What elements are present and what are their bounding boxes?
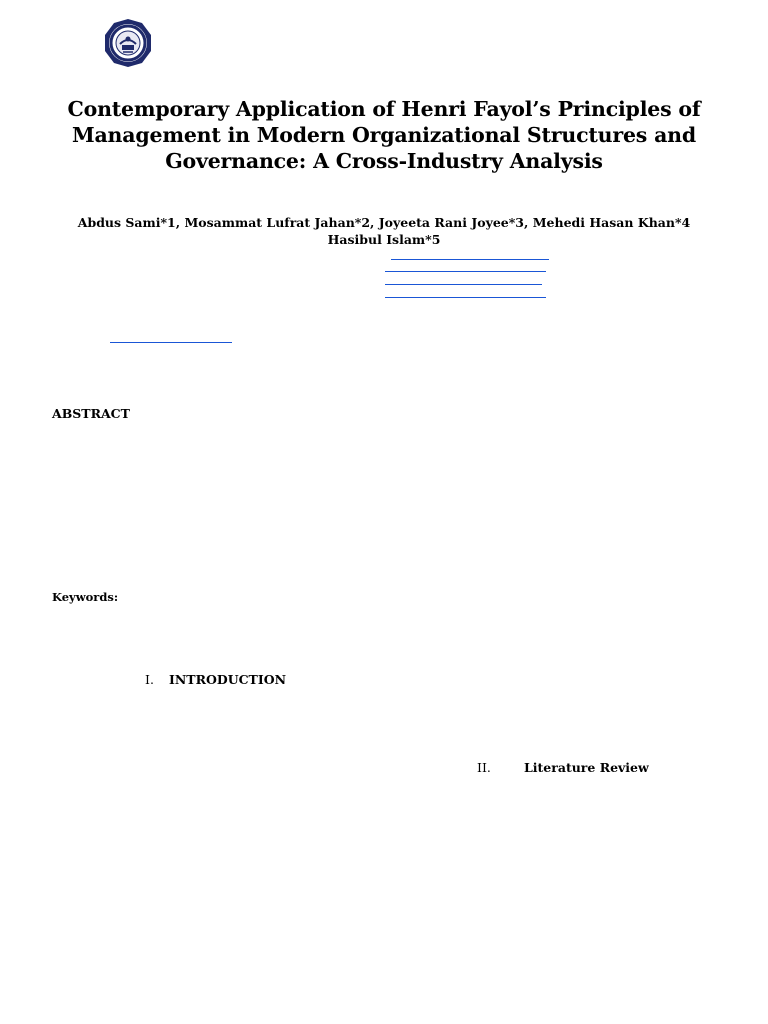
email-link[interactable] [385,271,546,272]
university-seal-logo [103,18,153,68]
lit-review-heading: Literature Review [524,760,649,775]
keywords-label: Keywords: [52,590,119,604]
author-line: Abdus Sami*1, Mosammat Lufrat Jahan*2, Joyeeta Rani Joyee*3, Mehedi Hasan Khan*4 [77,215,691,230]
paper-title [40,96,728,174]
email-link[interactable] [385,297,546,298]
title-line: Governance: A Cross-Industry Analysis [165,149,603,173]
author-list [40,214,728,248]
title-line: Management in Modern Organizational Structures and [71,123,696,147]
university-seal-icon [103,18,153,68]
email-link[interactable] [385,284,542,285]
affiliation-link[interactable] [110,342,232,343]
author-line: Hasibul Islam*5 [327,232,441,247]
intro-section-number: I. [145,672,154,687]
lit-section-number: II. [477,760,491,775]
email-link[interactable] [391,259,549,260]
intro-heading: INTRODUCTION [169,672,287,687]
title-line: Contemporary Application of Henri Fayol’s Principles of [67,97,701,121]
abstract-heading: ABSTRACT [52,406,130,421]
